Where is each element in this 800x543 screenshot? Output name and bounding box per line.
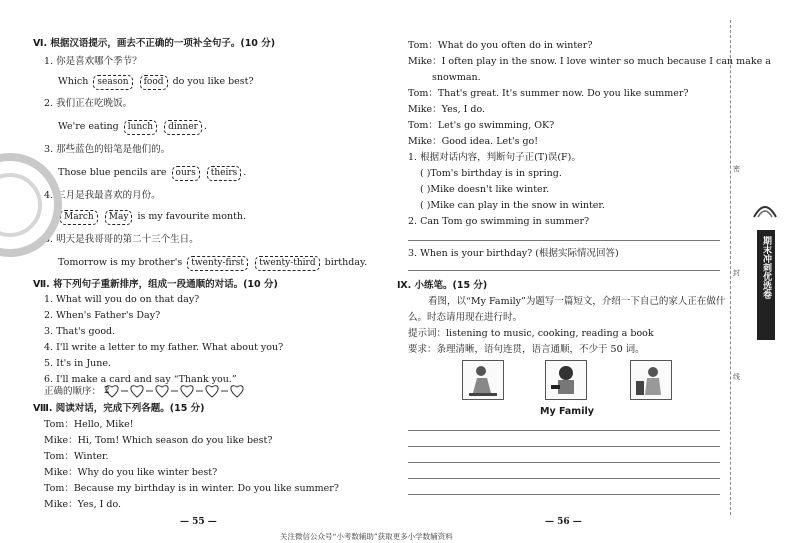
tf-item[interactable]: ( )Tom's birthday is in spring.: [420, 168, 562, 179]
q6-5-sentence: Tomorrow is my brother's twenty-first twenty-third birthday.: [58, 256, 367, 271]
option-box[interactable]: March: [60, 210, 98, 225]
writing-prompt-cont: 么。时态请用现在进行时。: [408, 312, 523, 323]
writing-line[interactable]: [408, 462, 720, 463]
dialog-line: Tom：Winter.: [44, 451, 109, 462]
binding-char: 封: [733, 269, 740, 277]
reading-picture: [462, 360, 504, 400]
option-box[interactable]: twenty-third: [255, 256, 320, 271]
dialog-line: Mike：Good idea. Let's go!: [408, 136, 539, 147]
order-answer-row: 正确的顺序：: [44, 386, 102, 397]
writing-line[interactable]: [408, 430, 720, 431]
q6-5-prompt: 5. 明天是我哥哥的第二十三个生日。: [44, 234, 199, 245]
writing-prompt: 看图，以“My Family”为题写一篇短文，介绍一下自己的家人正在做什: [428, 296, 726, 307]
dialog-line: snowman.: [432, 72, 481, 83]
tf-item[interactable]: ( )Mike doesn't like winter.: [420, 184, 550, 195]
answer-line[interactable]: [408, 240, 720, 241]
q6-4-sentence: March May is my favourite month.: [58, 210, 246, 225]
order-first-value: 2: [104, 386, 110, 396]
q6-4-prompt: 4. 三月是我最喜欢的月份。: [44, 190, 161, 201]
dialog-line: Tom：Because my birthday is in winter. Do you like summer?: [44, 483, 339, 494]
option-box[interactable]: theirs: [207, 166, 242, 181]
footer-note: 关注微信公众号“小考数辅助”获取更多小学数辅资料: [280, 532, 453, 541]
list-item: 4. I'll write a letter to my father. What about you?: [44, 342, 284, 353]
task-1-prompt: 1. 根据对话内容，判断句子正(T)误(F)。: [408, 152, 581, 163]
music-picture: [630, 360, 672, 400]
dialog-line: Tom：What do you often do in winter?: [408, 40, 593, 51]
task-3-prompt: 3. When is your birthday? (根据实际情况回答): [408, 248, 619, 259]
writing-line[interactable]: [408, 494, 720, 495]
list-item: 5. It's in June.: [44, 358, 112, 369]
hint-words: 提示词：listening to music, cooking, reading a book: [408, 328, 654, 339]
picture-caption: My Family: [540, 406, 594, 417]
option-box[interactable]: twenty-first: [187, 256, 248, 271]
page-number-left: — 55 —: [180, 517, 217, 527]
tf-item[interactable]: ( )Mike can play in the snow in winter.: [420, 200, 605, 211]
section-7-title: Ⅶ. 将下列句子重新排序，组成一段通顺的对话。(10 分): [33, 279, 278, 290]
option-box[interactable]: May: [105, 210, 133, 225]
list-item: 6. I'll make a card and say “Thank you.”: [44, 374, 237, 385]
dialog-line: Mike：Yes, I do.: [408, 104, 486, 115]
brand-logo-icon: [752, 195, 778, 223]
heart-icon: [156, 386, 168, 397]
dialog-line: Mike：Yes, I do.: [44, 499, 122, 510]
option-box[interactable]: lunch: [124, 120, 157, 135]
option-box[interactable]: season: [93, 75, 132, 90]
list-item: 1. What will you do on that day?: [44, 294, 200, 305]
writing-line[interactable]: [408, 446, 720, 447]
option-box[interactable]: food: [140, 75, 168, 90]
heart-icon: [131, 386, 143, 397]
heart-icon: [231, 386, 243, 397]
person-music-icon: [631, 361, 671, 399]
dialog-line: Mike：Why do you like winter best?: [44, 467, 218, 478]
watermark-stamp-icon: [0, 140, 80, 270]
dialog-line: Mike：I often play in the snow. I love winter so much because I can make a: [408, 56, 771, 67]
page-number-right: — 56 —: [545, 517, 582, 527]
requirements: 要求：条理清晰，语句连贯，语言通顺，不少于 50 词。: [408, 344, 645, 355]
q6-3-sentence: Those blue pencils are ours theirs .: [58, 166, 246, 181]
heart-icon: [206, 386, 218, 397]
dialog-line: Tom：Let's go swimming, OK?: [408, 120, 555, 131]
section-6-title: Ⅵ. 根据汉语提示，画去不正确的一项补全句子。(10 分): [33, 38, 276, 49]
binding-char: 密: [733, 165, 740, 173]
person-cooking-icon: [546, 361, 586, 399]
list-item: 2. When's Father's Day?: [44, 310, 161, 321]
binding-line: [730, 20, 731, 515]
section-9-title: Ⅸ. 小练笔。(15 分): [397, 280, 488, 291]
section-8-title: Ⅷ. 阅读对话，完成下列各题。(15 分): [33, 403, 205, 414]
heart-icon: [181, 386, 193, 397]
option-box[interactable]: ours: [172, 166, 200, 181]
option-box[interactable]: dinner: [164, 120, 202, 135]
q6-3-prompt: 3. 那些蓝色的铅笔是他们的。: [44, 144, 171, 155]
q6-2-sentence: We're eating lunch dinner .: [58, 120, 207, 135]
dialog-line: Tom：That's great. It's summer now. Do you like summer?: [408, 88, 689, 99]
q6-2-prompt: 2. 我们正在吃晚饭。: [44, 98, 133, 109]
order-hearts[interactable]: [104, 382, 274, 400]
dialog-line: Mike：Hi, Tom! Which season do you like best?: [44, 435, 273, 446]
dialog-line: Tom：Hello, Mike!: [44, 419, 134, 430]
writing-line[interactable]: [408, 478, 720, 479]
list-item: 3. That's good.: [44, 326, 116, 337]
q6-1-sentence: Which season food do you like best?: [58, 75, 254, 90]
answer-line[interactable]: [408, 270, 720, 271]
task-2-prompt: 2. Can Tom go swimming in summer?: [408, 216, 590, 227]
person-reading-icon: [463, 361, 503, 399]
brand-banner: 期末冲刺优选卷: [757, 230, 775, 340]
cooking-picture: [545, 360, 587, 400]
q6-1-prompt: 1. 你是喜欢哪个季节？: [44, 56, 142, 67]
binding-char: 线: [733, 373, 740, 381]
